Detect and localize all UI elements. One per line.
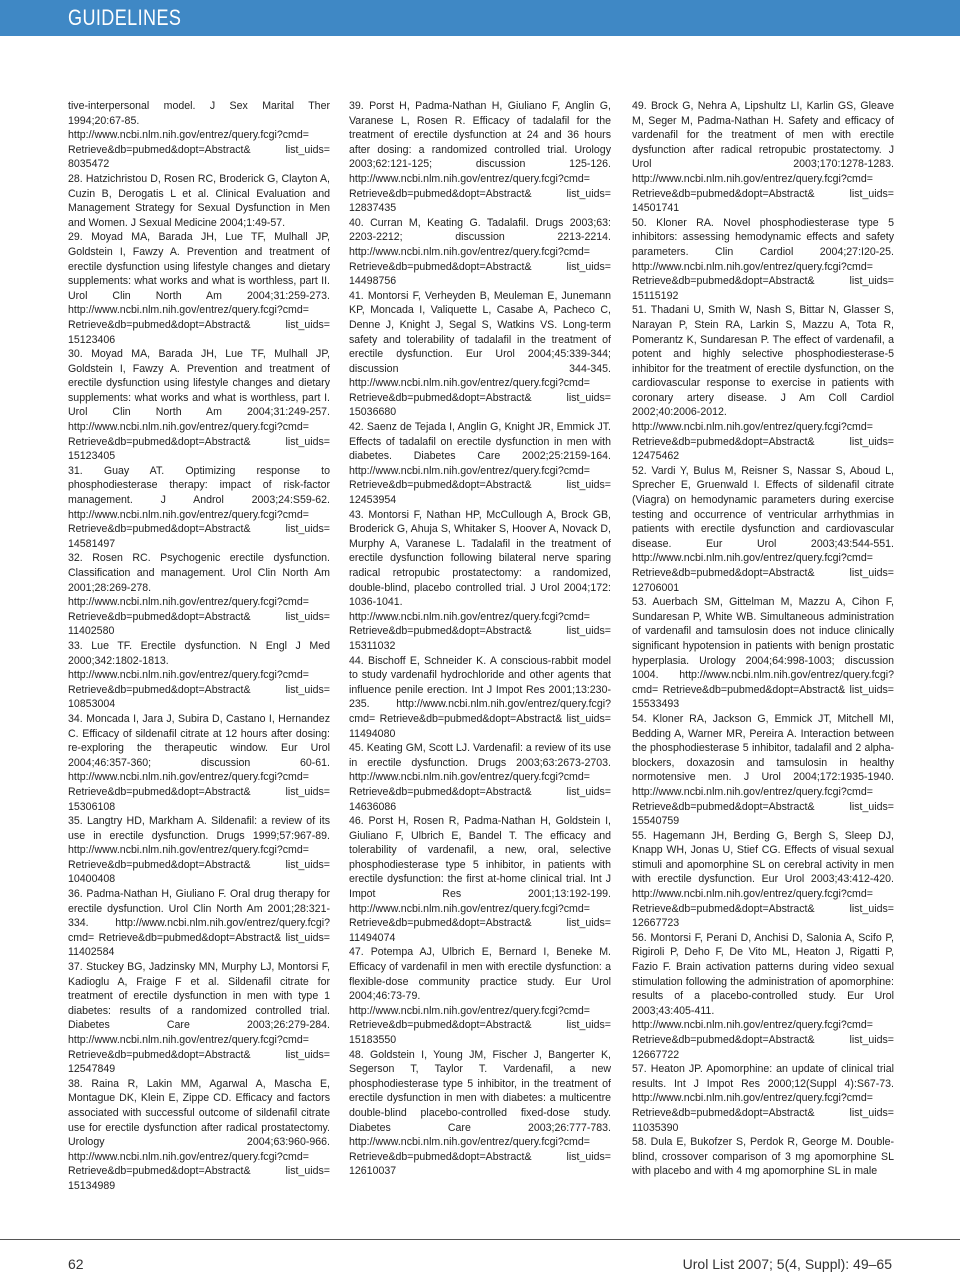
reference-column-3 (632, 99, 894, 1227)
reference-entry: 50. Kloner RA. Novel phosphodiesterase type 5 inhibitors: assessing hemodynamic effects and safety parameters. Clin Cardiol 2004;27:I20-25. http://www.ncbi.nlm.nih.gov/entrez/query.fcgi?cmd= Retrieve&db=pubmed&dopt=Abstract& list_uids= 15115192 (632, 216, 894, 302)
reference-entry: 39. Porst H, Padma-Nathan H, Giuliano F, Anglin G, Varanese L, Rosen R. Efficacy of tadalafil for the treatment of erectile dysfunction at 24 and 36 hours after dosing: a randomized controlled trial. Urology 2003;62:121-125; discussion 125-126. http://www.ncbi.nlm.nih.gov/entrez/query.fcgi?cmd= Retrieve&db=pubmed&dopt=Abstract& list_uids= 12837435 (349, 100, 611, 215)
section-title: GUIDELINES (68, 5, 182, 30)
reference-entry: 56. Montorsi F, Perani D, Anchisi D, Salonia A, Scifo P, Rigiroli P, Deho F, De Vito ML, Heaton J, Rigatti P, Fazio F. Brain activation patterns during video sexual stimulation following the administration of apomorphine: results of a placebo-controlled study. Eur Urol 2003;43:405-411. http://www.ncbi.nlm.nih.gov/entrez/query.fcgi?cmd= Retrieve&db=pubmed&dopt=Abstract& list_uids= 12667722 (632, 931, 894, 1061)
reference-entry: 30. Moyad MA, Barada JH, Lue TF, Mulhall JP, Goldstein I, Fawzy A. Prevention and treatment of erectile dysfunction using lifestyle changes and dietary supplements: what works and what is worthless, part I. Urol Clin North Am 2004;31:249-257. http://www.ncbi.nlm.nih.gov/entrez/query.fcgi?cmd= Retrieve&db=pubmed&dopt=Abstract& list_uids= 15123405 (68, 348, 330, 463)
reference-entry: 53. Auerbach SM, Gittelman M, Mazzu A, Cihon F, Sundaresan P, White WB. Simultaneous administration of vardenafil and tamsulosin does not induce clinically significant hypotension in patients with benign prostatic hyperplasia. Urology 2004;64:998-1003; discussion 1004. http://www.ncbi.nlm.nih.gov/entrez/query.fcgi?cmd= Retrieve&db=pubmed&dopt=Abstract& list_uids= 15533493 (632, 596, 894, 711)
reference-entry: 37. Stuckey BG, Jadzinsky MN, Murphy LJ, Montorsi F, Kadioglu A, Fraige F et al. Sildenafil citrate for treatment of erectile dysfunction in men with type 1 diabetes: results of a randomized controlled trial. Diabetes Care 2003;26:279-284. http://www.ncbi.nlm.nih.gov/entrez/query.fcgi?cmd= Retrieve&db=pubmed&dopt=Abstract& list_uids= 12547849 (68, 961, 330, 1076)
footer-divider (0, 1239, 960, 1240)
reference-entry: 38. Raina R, Lakin MM, Agarwal A, Mascha E, Montague DK, Klein E, Zippe CD. Efficacy and factors associated with successful outcome of sildenafil citrate use for erectile dysfunction after radical prostatectomy. Urology 2004;63:960-966. http://www.ncbi.nlm.nih.gov/entrez/query.fcgi?cmd= Retrieve&db=pubmed&dopt=Abstract& list_uids= 15134989 (68, 1077, 330, 1192)
header-bar (0, 0, 960, 36)
reference-entry: 42. Saenz de Tejada I, Anglin G, Knight JR, Emmick JT. Effects of tadalafil on erectile dysfunction in men with diabetes. Diabetes Care 2002;25:2159-164. http://www.ncbi.nlm.nih.gov/entrez/query.fcgi?cmd= Retrieve&db=pubmed&dopt=Abstract& list_uids= 12453954 (349, 421, 611, 507)
reference-entry: 31. Guay AT. Optimizing response to phosphodiesterase therapy: impact of risk-factor management. J Androl 2003;24:S59-62. http://www.ncbi.nlm.nih.gov/entrez/query.fcgi?cmd= Retrieve&db=pubmed&dopt=Abstract& list_uids= 14581497 (68, 464, 330, 550)
reference-entry: 57. Heaton JP. Apomorphine: an update of clinical trial results. Int J Impot Res 2000;12(Suppl 4):S67-73. http://www.ncbi.nlm.nih.gov/entrez/query.fcgi?cmd= Retrieve&db=pubmed&dopt=Abstract& list_uids= 11035390 (632, 1063, 894, 1134)
reference-entry: tive-interpersonal model. J Sex Marital Ther 1994;20:67-85. http://www.ncbi.nlm.nih.gov/entrez/query.fcgi?cmd= Retrieve&db=pubmed&dopt=Abstract& list_uids= 8035472 (68, 100, 330, 171)
reference-entry: 36. Padma-Nathan H, Giuliano F. Oral drug therapy for erectile dysfunction. Urol Clin North Am 2001;28:321-334. http://www.ncbi.nlm.nih.gov/entrez/query.fcgi?cmd= Retrieve&db=pubmed&dopt=Abstract& list_uids= 11402584 (68, 888, 330, 959)
reference-entry: 41. Montorsi F, Verheyden B, Meuleman E, Junemann KP, Moncada I, Valiquette L, Casabe A, Pacheco C, Denne J, Knight J, Segal S, Watkins VS. Long-term safety and tolerability of tadalafil in the treatment of erectile dysfunction. Eur Urol 2004;45:339-344; discussion 344-345. http://www.ncbi.nlm.nih.gov/entrez/query.fcgi?cmd= Retrieve&db=pubmed&dopt=Abstract& list_uids= 15036680 (349, 289, 611, 419)
reference-entry: 40. Curran M, Keating G. Tadalafil. Drugs 2003;63: 2203-2212; discussion 2213-2214. http://www.ncbi.nlm.nih.gov/entrez/query.fcgi?cmd= Retrieve&db=pubmed&dopt=Abstract& list_uids= 14498756 (349, 216, 611, 288)
reference-entry: 28. Hatzichristou D, Rosen RC, Broderick G, Clayton A, Cuzin B, Derogatis L et al. Clinical Evaluation and Management Strategy for Sexual Dysfunction in Men and Women. J Sexual Medicine 2004;1:49-57. (68, 172, 330, 229)
reference-column-2 (349, 99, 611, 1227)
reference-entry: 45. Keating GM, Scott LJ. Vardenafil: a review of its use in erectile dysfunction. Drugs 2003;63:2673-2703. http://www.ncbi.nlm.nih.gov/entrez/query.fcgi?cmd= Retrieve&db=pubmed&dopt=Abstract& list_uids= 14636086 (349, 742, 611, 813)
reference-entry: 44. Bischoff E, Schneider K. A conscious-rabbit model to study vardenafil hydrochloride and other agents that influence penile erection. Int J Impot Res 2001;13:230-235. http://www.ncbi.nlm.nih.gov/entrez/query.fcgi?cmd= Retrieve&db=pubmed&dopt=Abstract& list_uids= 11494080 (349, 654, 611, 740)
reference-column-1 (68, 99, 330, 1227)
reference-entry: 49. Brock G, Nehra A, Lipshultz LI, Karlin GS, Gleave M, Seger M, Padma-Nathan H. Safety and efficacy of vardenafil for the treatment of men with erectile dysfunction after radical retropubic prostatectomy. J Urol 2003;170:1278-1283. http://www.ncbi.nlm.nih.gov/entrez/query.fcgi?cmd= Retrieve&db=pubmed&dopt=Abstract& list_uids= 14501741 (632, 100, 894, 215)
reference-entry: 34. Moncada I, Jara J, Subira D, Castano I, Hernandez C. Efficacy of sildenafil citrate at 12 hours after dosing: re-exploring the therapeutic window. Eur Urol 2004;46:357-360; discussion 60-61. http://www.ncbi.nlm.nih.gov/entrez/query.fcgi?cmd= Retrieve&db=pubmed&dopt=Abstract& list_uids= 15306108 (68, 712, 330, 813)
reference-entry: 33. Lue TF. Erectile dysfunction. N Engl J Med 2000;342:1802-1813. http://www.ncbi.nlm.nih.gov/entrez/query.fcgi?cmd= Retrieve&db=pubmed&dopt=Abstract& list_uids= 10853004 (68, 639, 330, 711)
reference-entry: 35. Langtry HD, Markham A. Sildenafil: a review of its use in erectile dysfunction. Drugs 1999;57:967-89. http://www.ncbi.nlm.nih.gov/entrez/query.fcgi?cmd= Retrieve&db=pubmed&dopt=Abstract& list_uids= 10400408 (68, 815, 330, 886)
reference-entry: 32. Rosen RC. Psychogenic erectile dysfunction. Classification and management. Urol Clin North Am 2001;28:269-278. http://www.ncbi.nlm.nih.gov/entrez/query.fcgi?cmd= Retrieve&db=pubmed&dopt=Abstract& list_uids= 11402580 (68, 552, 330, 638)
page-number: 62 (68, 1256, 84, 1272)
reference-entry: 43. Montorsi F, Nathan HP, McCullough A, Brock GB, Broderick G, Ahuja S, Whitaker S, Hoover A, Novack D, Murphy A, Varanese L. Tadalafil in the treatment of erectile dysfunction following bilateral nerve sparing radical retropubic prostatectomy: a randomized, double-blind, placebo controlled trial. J Urol 2004;172: 1036-1041. http://www.ncbi.nlm.nih.gov/entrez/query.fcgi?cmd= Retrieve&db=pubmed&dopt=Abstract& list_uids= 15311032 (349, 508, 611, 652)
reference-entry: 58. Dula E, Bukofzer S, Perdok R, George M. Double-blind, crossover comparison of 3 mg apomorphine SL with placebo and with 4 mg apomorphine SL in male (632, 1136, 894, 1178)
journal-citation: Urol List 2007; 5(4, Suppl): 49–65 (682, 1256, 892, 1272)
reference-entry: 51. Thadani U, Smith W, Nash S, Bittar N, Glasser S, Narayan P, Stein RA, Larkin S, Mazzu A, Tota R, Pomerantz K, Sundaresan P. The effect of vardenafil, a potent and highly selective phosphodiesterase-5 inhibitor for the treatment of erectile dysfunction, on the cardiovascular response to exercise in patients with coronary artery disease. J Am Coll Cardiol 2002;40:2006-2012. http://www.ncbi.nlm.nih.gov/entrez/query.fcgi?cmd= Retrieve&db=pubmed&dopt=Abstract& list_uids= 12475462 (632, 304, 894, 463)
reference-entry: 29. Moyad MA, Barada JH, Lue TF, Mulhall JP, Goldstein I, Fawzy A. Prevention and treatment of erectile dysfunction using lifestyle changes and dietary supplements: what works and what is worthless, part II. Urol Clin North Am 2004;31:259-273. http://www.ncbi.nlm.nih.gov/entrez/query.fcgi?cmd= Retrieve&db=pubmed&dopt=Abstract& list_uids= 15123406 (68, 231, 330, 346)
reference-entry: 52. Vardi Y, Bulus M, Reisner S, Nassar S, Aboud L, Sprecher E, Gruenwald I. Effects of sildenafil citrate (Viagra) on hemodynamic parameters during exercise testing and occurrence of ventricular arrhythmias in patients with erectile dysfunction and cardiovascular disease. Eur Urol 2003;43:544-551. http://www.ncbi.nlm.nih.gov/entrez/query.fcgi?cmd= Retrieve&db=pubmed&dopt=Abstract& list_uids= 12706001 (632, 464, 894, 594)
reference-entry: 55. Hagemann JH, Berding G, Bergh S, Sleep DJ, Knapp WH, Jonas U, Stief CG. Effects of visual sexual stimuli and apomorphine SL on cerebral activity in men with erectile dysfunction. Eur Urol 2003;43:412-420. http://www.ncbi.nlm.nih.gov/entrez/query.fcgi?cmd= Retrieve&db=pubmed&dopt=Abstract& list_uids= 12667723 (632, 829, 894, 930)
reference-entry: 47. Potempa AJ, Ulbrich E, Bernard I, Beneke M. Efficacy of vardenafil in men with erectile dysfunction: a flexible-dose community practice study. Eur Urol 2004;46:73-79. http://www.ncbi.nlm.nih.gov/entrez/query.fcgi?cmd= Retrieve&db=pubmed&dopt=Abstract& list_uids= 15183550 (349, 946, 611, 1046)
reference-entry: 54. Kloner RA, Jackson G, Emmick JT, Mitchell MI, Bedding A, Warner MR, Pereira A. Interaction between the phosphodiesterase 5 inhibitor, tadalafil and 2 alpha-blockers, doxazosin and tamsulosin in healthy normotensive men. J Urol 2004;172:1935-1940. http://www.ncbi.nlm.nih.gov/entrez/query.fcgi?cmd= Retrieve&db=pubmed&dopt=Abstract& list_uids= 15540759 (632, 712, 894, 828)
reference-entry: 48. Goldstein I, Young JM, Fischer J, Bangerter K, Segerson T, Taylor T. Vardenafil, a new phosphodiesterase type 5 inhibitor, in the treatment of erectile dysfunction in men with diabetes: a multicentre double-blind placebo-controlled fixed-dose study. Diabetes Care 2003;26:777-783. http://www.ncbi.nlm.nih.gov/entrez/query.fcgi?cmd= Retrieve&db=pubmed&dopt=Abstract& list_uids= 12610037 (349, 1048, 611, 1178)
reference-entry: 46. Porst H, Rosen R, Padma-Nathan H, Goldstein I, Giuliano F, Ulbrich E, Bandel T. The efficacy and tolerability of vardenafil, a new, oral, selective phosphodiesterase type 5 inhibitor, in patients with erectile dysfunction: the first at-home clinical trial. Int J Impot Res 2001;13:192-199. http://www.ncbi.nlm.nih.gov/entrez/query.fcgi?cmd= Retrieve&db=pubmed&dopt=Abstract& list_uids= 11494074 (349, 815, 611, 944)
